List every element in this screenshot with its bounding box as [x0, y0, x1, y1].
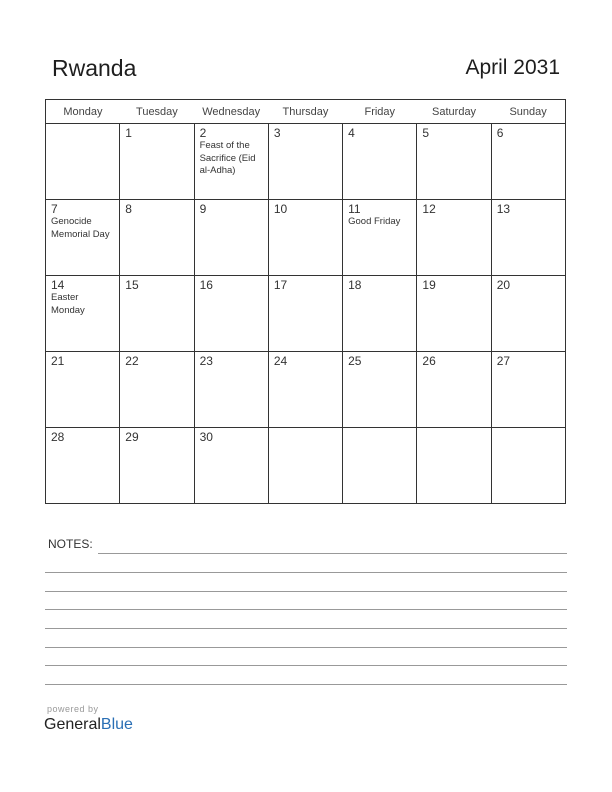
brand-blue: Blue — [100, 716, 133, 733]
day-number: 3 — [273, 126, 281, 140]
day-number: 7 — [51, 202, 58, 216]
week-row — [46, 428, 566, 504]
day-number: 8 — [125, 202, 132, 216]
day-cell[interactable] — [120, 352, 194, 428]
day-number: 27 — [496, 354, 511, 368]
day-cell[interactable] — [120, 124, 194, 200]
day-cell[interactable] — [343, 200, 417, 276]
day-number: 25 — [348, 354, 362, 368]
day-cell[interactable] — [120, 428, 194, 504]
brand-logo — [44, 716, 133, 734]
note-line — [45, 647, 567, 648]
day-number: 1 — [125, 126, 132, 140]
day-number: 24 — [273, 354, 288, 368]
day-number: 16 — [199, 278, 213, 292]
day-number: 18 — [348, 278, 362, 292]
day-number: 15 — [125, 278, 139, 292]
day-number: 2 — [199, 126, 207, 140]
day-cell[interactable] — [268, 428, 342, 504]
day-cell[interactable] — [46, 276, 120, 352]
day-number: 6 — [496, 126, 504, 140]
weekday-header: Wednesday — [194, 100, 268, 124]
holiday-label: Good Friday — [348, 216, 401, 227]
day-number: 20 — [496, 278, 511, 292]
day-number: 14 — [51, 278, 65, 292]
day-cell[interactable] — [417, 200, 491, 276]
day-cell[interactable] — [417, 352, 491, 428]
day-cell[interactable] — [343, 276, 417, 352]
day-cell[interactable] — [268, 276, 342, 352]
day-cell[interactable] — [268, 200, 342, 276]
day-cell[interactable] — [417, 276, 491, 352]
day-number: 28 — [51, 430, 65, 444]
notes-label: NOTES: — [48, 537, 93, 551]
day-number: 22 — [125, 354, 139, 368]
day-cell[interactable] — [491, 200, 565, 276]
day-number: 9 — [199, 202, 207, 216]
day-cell[interactable] — [194, 352, 268, 428]
note-line — [45, 609, 567, 610]
note-line — [98, 553, 567, 554]
day-cell[interactable] — [46, 428, 120, 504]
day-cell[interactable] — [120, 276, 194, 352]
brand-general: General — [44, 716, 101, 733]
powered-by-text: powered by — [47, 704, 99, 714]
day-cell[interactable] — [46, 124, 120, 200]
weekday-header: Sunday — [491, 100, 565, 124]
day-number: 21 — [51, 354, 65, 368]
weekday-header: Monday — [46, 100, 120, 124]
day-cell[interactable] — [194, 124, 268, 200]
weekday-header-row — [46, 100, 566, 124]
holiday-label: Feast of the Sacrifice (Eid al-Adha) — [199, 140, 256, 176]
day-cell[interactable] — [343, 428, 417, 504]
day-cell[interactable] — [417, 124, 491, 200]
week-row — [46, 276, 566, 352]
weekday-header: Tuesday — [120, 100, 194, 124]
note-line — [45, 665, 567, 666]
note-line — [45, 628, 567, 629]
day-number: 30 — [199, 430, 213, 444]
day-cell[interactable] — [194, 276, 268, 352]
day-cell[interactable] — [491, 352, 565, 428]
holiday-label: Easter Monday — [51, 292, 85, 316]
note-line — [45, 572, 567, 573]
day-number: 17 — [273, 278, 288, 292]
holiday-label: Genocide Memorial Day — [51, 216, 110, 240]
day-cell[interactable] — [491, 276, 565, 352]
day-cell[interactable] — [343, 352, 417, 428]
day-number: 12 — [422, 202, 436, 216]
day-number: 29 — [125, 430, 139, 444]
day-cell[interactable] — [120, 200, 194, 276]
day-cell[interactable] — [46, 200, 120, 276]
day-number: 23 — [199, 354, 213, 368]
week-row — [46, 200, 566, 276]
note-line — [45, 684, 567, 685]
day-cell[interactable] — [491, 428, 565, 504]
weekday-header: Friday — [343, 100, 417, 124]
country-title: Rwanda — [52, 55, 137, 81]
note-line — [45, 591, 567, 592]
day-number: 4 — [348, 126, 355, 140]
week-row — [46, 124, 566, 200]
day-cell[interactable] — [268, 352, 342, 428]
day-cell[interactable] — [417, 428, 491, 504]
calendar-grid — [45, 99, 566, 504]
day-number: 26 — [422, 354, 436, 368]
day-number: 19 — [422, 278, 436, 292]
month-title: April 2031 — [465, 56, 560, 79]
day-cell[interactable] — [194, 200, 268, 276]
day-cell[interactable] — [268, 124, 342, 200]
day-number: 10 — [273, 202, 288, 216]
day-cell[interactable] — [46, 352, 120, 428]
day-cell[interactable] — [343, 124, 417, 200]
weekday-header: Saturday — [417, 100, 491, 124]
day-cell[interactable] — [194, 428, 268, 504]
day-number: 5 — [422, 126, 430, 140]
day-number: 11 — [348, 202, 361, 216]
day-number: 13 — [496, 202, 511, 216]
week-row — [46, 352, 566, 428]
day-cell[interactable] — [491, 124, 565, 200]
weekday-header: Thursday — [268, 100, 342, 124]
